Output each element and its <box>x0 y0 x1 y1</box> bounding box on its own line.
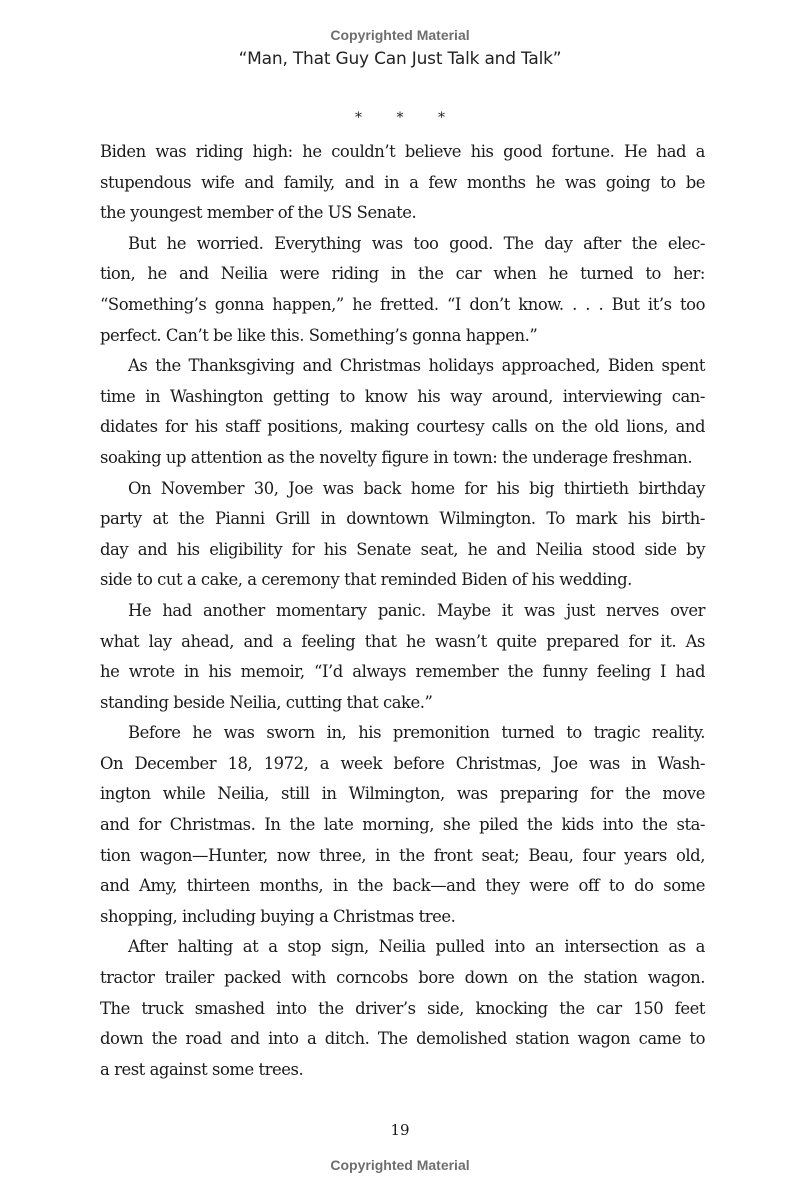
text-line: On December 18, 1972, a week before Christmas, Joe was in Wash- <box>100 753 705 773</box>
text-line: time in Washington getting to know his way around, interviewing can- <box>100 386 705 406</box>
page-number: 19 <box>390 1121 410 1139</box>
text-line: down the road and into a ditch. The demolished station wagon came to <box>100 1029 705 1049</box>
text-line: what lay ahead, and a feeling that he wasn’t quite prepared for it. As <box>100 631 705 651</box>
text-line: stupendous wife and family, and in a few months he was going to be <box>100 172 705 192</box>
running-head: “Man, That Guy Can Just Talk and Talk” <box>238 49 562 69</box>
text-line: perfect. Can’t be like this. Something’s gonna happen.” <box>100 325 538 345</box>
copyright-watermark-top: Copyrighted Material <box>330 27 470 43</box>
text-line: ington while Neilia, still in Wilmington, was preparing for the move <box>100 784 705 804</box>
text-line: tion wagon—Hunter, now three, in the front seat; Beau, four years old, <box>100 845 705 865</box>
text-line: the youngest member of the US Senate. <box>100 203 417 223</box>
text-line: and for Christmas. In the late morning, she piled the kids into the sta- <box>100 815 705 835</box>
text-line: and Amy, thirteen months, in the back—and they were off to do some <box>100 876 705 896</box>
body-text <box>100 137 705 1085</box>
text-line: day and his eligibility for his Senate seat, he and Neilia stood side by <box>100 539 705 559</box>
text-line: shopping, including buying a Christmas tree. <box>100 906 456 926</box>
text-line: Before he was sworn in, his premonition turned to tragic reality. <box>128 723 705 743</box>
text-line: a rest against some trees. <box>100 1059 304 1079</box>
text-line: “Something’s gonna happen,” he fretted. “I don’t know. . . . But it’s too <box>100 294 705 314</box>
section-break: * * * <box>355 110 445 126</box>
copyright-watermark-bottom: Copyrighted Material <box>330 1157 470 1173</box>
text-line: soaking up attention as the novelty figure in town: the underage freshman. <box>100 447 693 467</box>
text-line: On November 30, Joe was back home for his big thirtieth birthday <box>128 478 705 498</box>
text-line: The truck smashed into the driver’s side, knocking the car 150 feet <box>100 998 705 1018</box>
text-line: Biden was riding high: he couldn’t believe his good fortune. He had a <box>100 142 705 161</box>
text-line: He had another momentary panic. Maybe it was just nerves over <box>128 600 705 620</box>
text-line: tractor trailer packed with corncobs bore down on the station wagon. <box>100 968 705 988</box>
text-line: But he worried. Everything was too good. The day after the elec- <box>128 233 705 253</box>
text-line: party at the Pianni Grill in downtown Wilmington. To mark his birth- <box>100 509 705 529</box>
text-line: didates for his staff positions, making courtesy calls on the old lions, and <box>100 417 705 437</box>
text-line: he wrote in his memoir, “I’d always remember the funny feeling I had <box>100 662 705 682</box>
text-line: side to cut a cake, a ceremony that reminded Biden of his wedding. <box>100 570 632 590</box>
text-line: After halting at a stop sign, Neilia pulled into an intersection as a <box>128 937 705 957</box>
text-line: standing beside Neilia, cutting that cake.” <box>100 692 433 712</box>
text-line: tion, he and Neilia were riding in the car when he turned to her: <box>100 264 705 284</box>
text-line: As the Thanksgiving and Christmas holidays approached, Biden spent <box>128 356 705 376</box>
